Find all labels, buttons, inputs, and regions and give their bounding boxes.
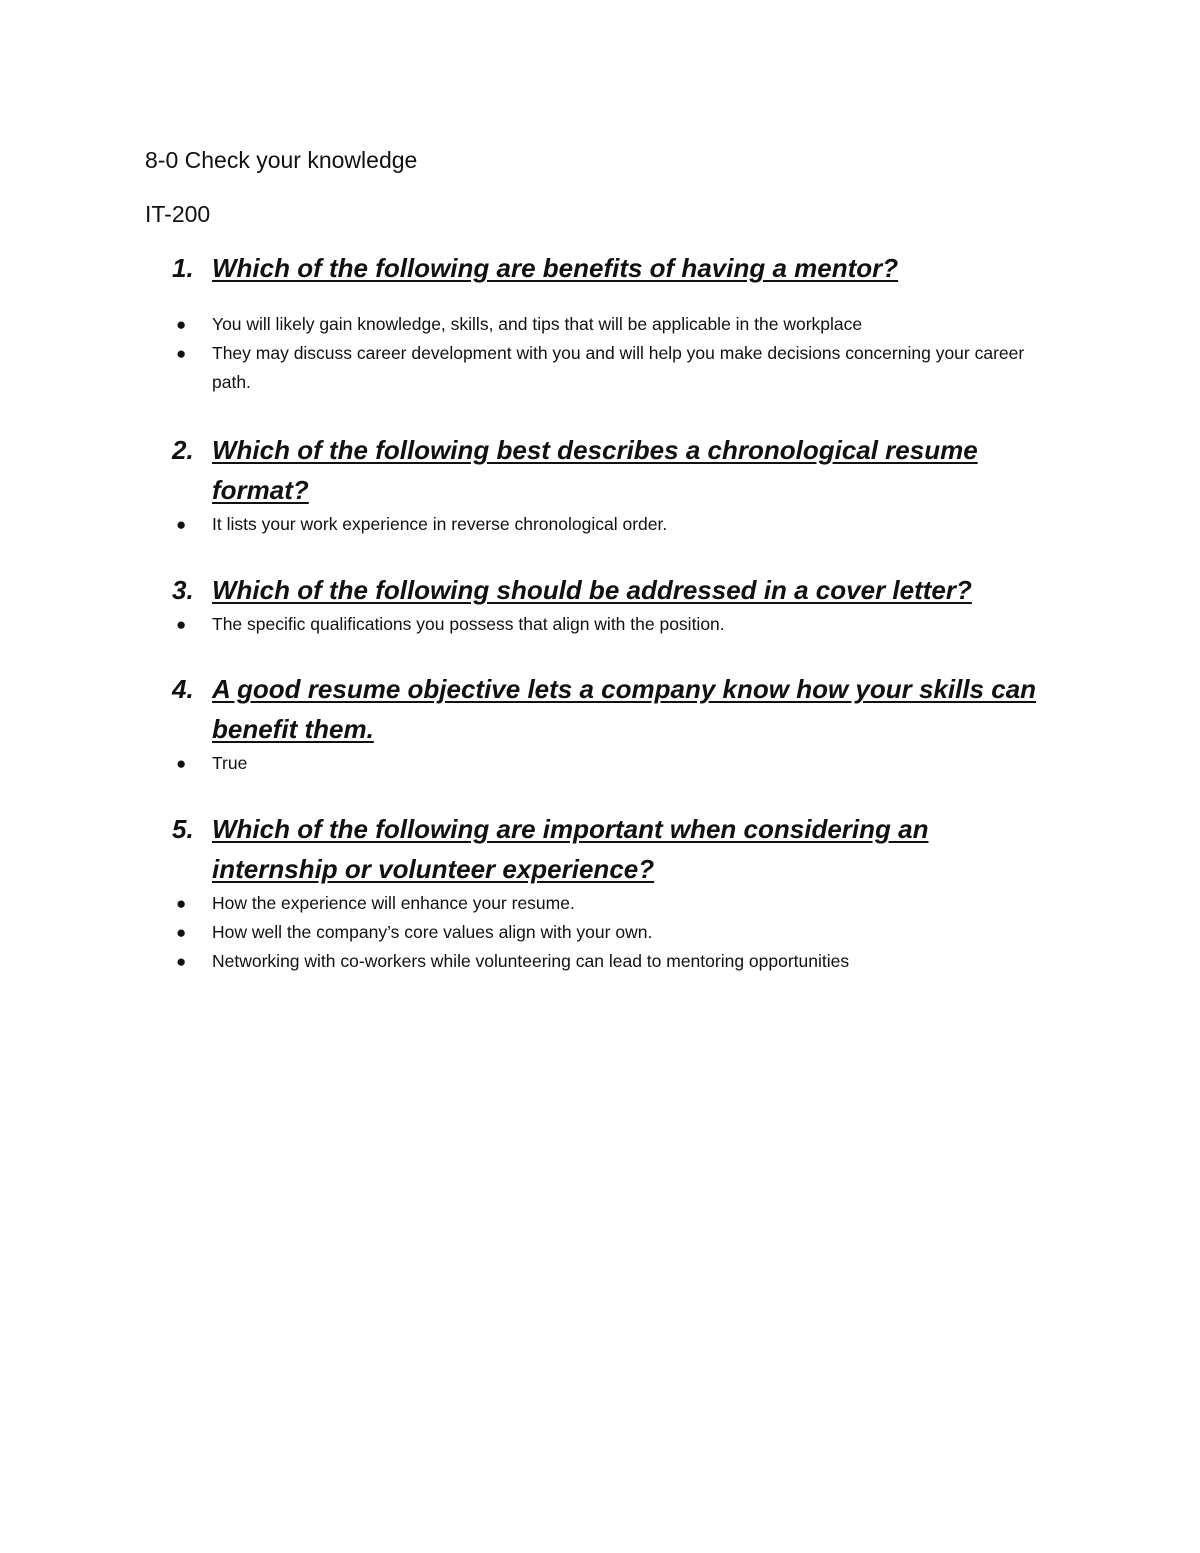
bullet-icon: ● xyxy=(176,515,187,534)
question-5 xyxy=(172,809,1052,976)
question-4 xyxy=(172,669,1052,778)
bullet-icon: ● xyxy=(176,615,187,634)
bullet-icon: ● xyxy=(176,344,187,363)
answer-text: The specific qualifications you possess that align with the position. xyxy=(212,614,725,634)
list-item xyxy=(172,947,1052,976)
question-number: 1. xyxy=(172,253,194,283)
list-item xyxy=(172,310,1052,339)
answer-list xyxy=(172,310,1052,397)
question-heading xyxy=(172,809,1052,889)
answer-list xyxy=(172,510,1052,539)
list-item xyxy=(172,339,1052,397)
question-text: A good resume objective lets a company know how your skills can benefit them. xyxy=(212,674,1037,744)
bullet-icon: ● xyxy=(176,894,187,913)
question-heading xyxy=(172,248,1052,288)
answer-text: How the experience will enhance your resume. xyxy=(212,893,575,913)
list-item xyxy=(172,918,1052,947)
answer-list xyxy=(172,749,1052,778)
bullet-icon: ● xyxy=(176,754,187,773)
list-item xyxy=(172,749,1052,778)
question-number: 2. xyxy=(172,435,194,465)
question-heading xyxy=(172,669,1052,749)
question-2 xyxy=(172,430,1052,539)
question-text: Which of the following are important when considering an internship or volunteer experience? xyxy=(212,814,929,884)
answer-text: They may discuss career development with you and will help you make decisions concerning your career path. xyxy=(212,343,1025,392)
question-3 xyxy=(172,570,1052,639)
bullet-icon: ● xyxy=(176,952,187,971)
answer-text: Networking with co-workers while volunteering can lead to mentoring opportunities xyxy=(212,951,850,971)
answer-text: You will likely gain knowledge, skills, and tips that will be applicable in the workplace xyxy=(212,314,863,334)
question-text: Which of the following best describes a chronological resume format? xyxy=(212,435,978,505)
question-number: 5. xyxy=(172,814,194,844)
question-text: Which of the following should be addressed in a cover letter? xyxy=(212,575,972,605)
question-number: 3. xyxy=(172,575,194,605)
bullet-icon: ● xyxy=(176,315,187,334)
list-item xyxy=(172,889,1052,918)
answer-list xyxy=(172,889,1052,976)
question-heading xyxy=(172,430,1052,510)
question-1 xyxy=(172,248,1052,397)
list-item xyxy=(172,610,1052,639)
question-heading xyxy=(172,570,1052,610)
list-item xyxy=(172,510,1052,539)
answer-text: It lists your work experience in reverse chronological order. xyxy=(212,514,668,534)
question-text: Which of the following are benefits of having a mentor? xyxy=(212,253,899,283)
bullet-icon: ● xyxy=(176,923,187,942)
page-title: 8-0 Check your knowledge xyxy=(145,147,418,173)
course-code: IT-200 xyxy=(145,201,211,227)
question-number: 4. xyxy=(172,674,194,704)
answer-text: True xyxy=(212,753,248,773)
answer-text: How well the company’s core values align with your own. xyxy=(212,922,653,942)
answer-list xyxy=(172,610,1052,639)
